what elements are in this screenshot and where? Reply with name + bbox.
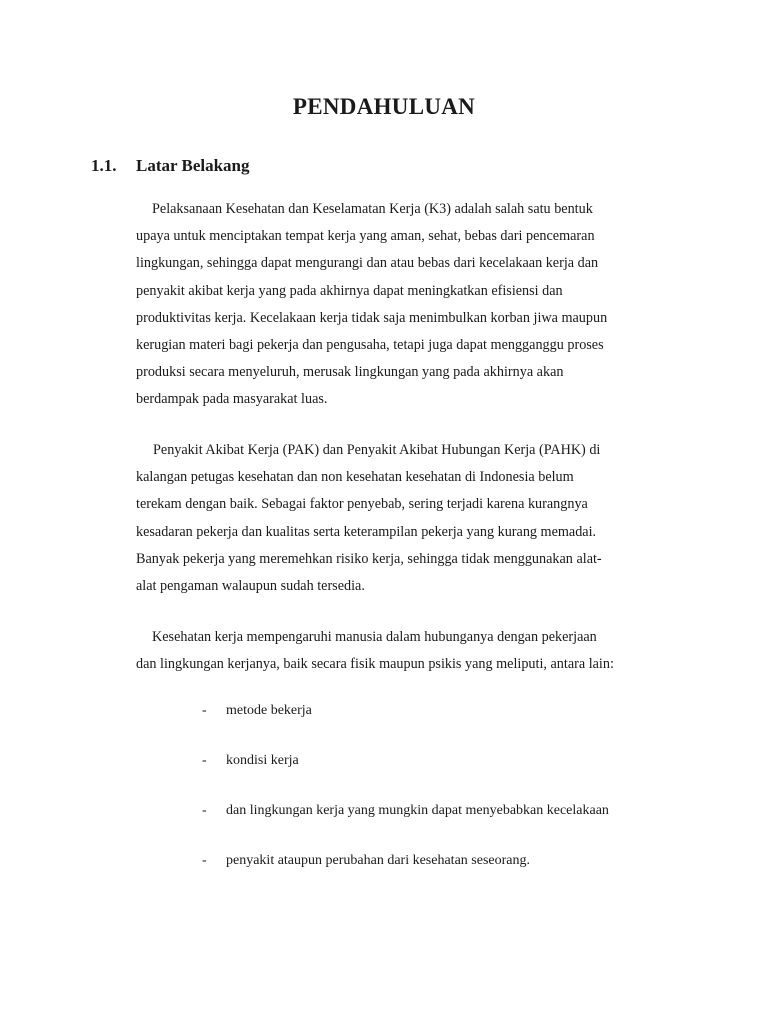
- paragraph-line: Penyakit Akibat Kerja (PAK) dan Penyakit Akibat Hubungan Kerja (PAHK) di: [153, 442, 601, 458]
- page-title: PENDAHULUAN: [292, 94, 476, 119]
- section-number: 1.1.: [91, 156, 117, 175]
- bullet-marker: -: [202, 753, 207, 768]
- paragraph-3: [136, 624, 676, 678]
- paragraph-line: terekam dengan baik. Sebagai faktor penyebab, sering terjadi karena kurangnya: [136, 496, 588, 513]
- bullet-marker: -: [202, 803, 207, 818]
- paragraph-line: dan lingkungan kerjanya, baik secara fisik maupun psikis yang meliputi, antara lain:: [136, 656, 614, 673]
- paragraph-line: kesadaran pekerja dan kualitas serta keterampilan pekerja yang kurang memadai.: [136, 523, 597, 540]
- paragraph-2: [136, 437, 676, 600]
- paragraph-line: Banyak pekerja yang meremehkan risiko kerja, sehingga tidak menggunakan alat-: [136, 550, 602, 567]
- bullet-marker: -: [202, 853, 207, 868]
- list-item: [202, 853, 609, 903]
- list-item: [202, 703, 609, 753]
- list-item-text: kondisi kerja: [226, 753, 299, 768]
- paragraph-line: produksi secara menyeluruh, merusak lingkungan yang pada akhirnya akan: [136, 364, 564, 381]
- bullet-marker: -: [202, 703, 207, 718]
- paragraph-line: produktivitas kerja. Kecelakaan kerja tidak saja menimbulkan korban jiwa maupun: [136, 309, 608, 326]
- paragraph-line: upaya untuk menciptakan tempat kerja yang aman, sehat, bebas dari pencemaran: [136, 228, 595, 245]
- paragraph-line: lingkungan, sehingga dapat mengurangi dan atau bebas dari kecelakaan kerja dan: [136, 255, 599, 272]
- paragraph-line: kalangan petugas kesehatan dan non kesehatan kesehatan di Indonesia belum: [136, 469, 574, 486]
- paragraph-line: berdampak pada masyarakat luas.: [136, 391, 328, 408]
- section-title: Latar Belakang: [136, 156, 250, 175]
- list-item: [202, 753, 609, 803]
- paragraph-line: kerugian materi bagi pekerja dan pengusaha, tetapi juga dapat mengganggu proses: [136, 337, 604, 354]
- list-item-text: metode bekerja: [226, 703, 312, 718]
- section-heading: [91, 156, 250, 176]
- paragraph-line: alat pengaman walaupun sudah tersedia.: [136, 578, 365, 595]
- list-item-text: penyakit ataupun perubahan dari kesehatan seseorang.: [226, 853, 530, 868]
- list-item: [202, 803, 609, 853]
- paragraph-1: [136, 196, 676, 414]
- list-item-text: dan lingkungan kerja yang mungkin dapat menyebabkan kecelakaan: [226, 803, 609, 818]
- paragraph-line: Kesehatan kerja mempengaruhi manusia dalam hubunganya dengan pekerjaan: [152, 629, 597, 645]
- paragraph-line: Pelaksanaan Kesehatan dan Keselamatan Kerja (K3) adalah salah satu bentuk: [152, 201, 593, 217]
- paragraph-line: penyakit akibat kerja yang pada akhirnya dapat meningkatkan efisiensi dan: [136, 282, 563, 299]
- bullet-list: [202, 703, 609, 903]
